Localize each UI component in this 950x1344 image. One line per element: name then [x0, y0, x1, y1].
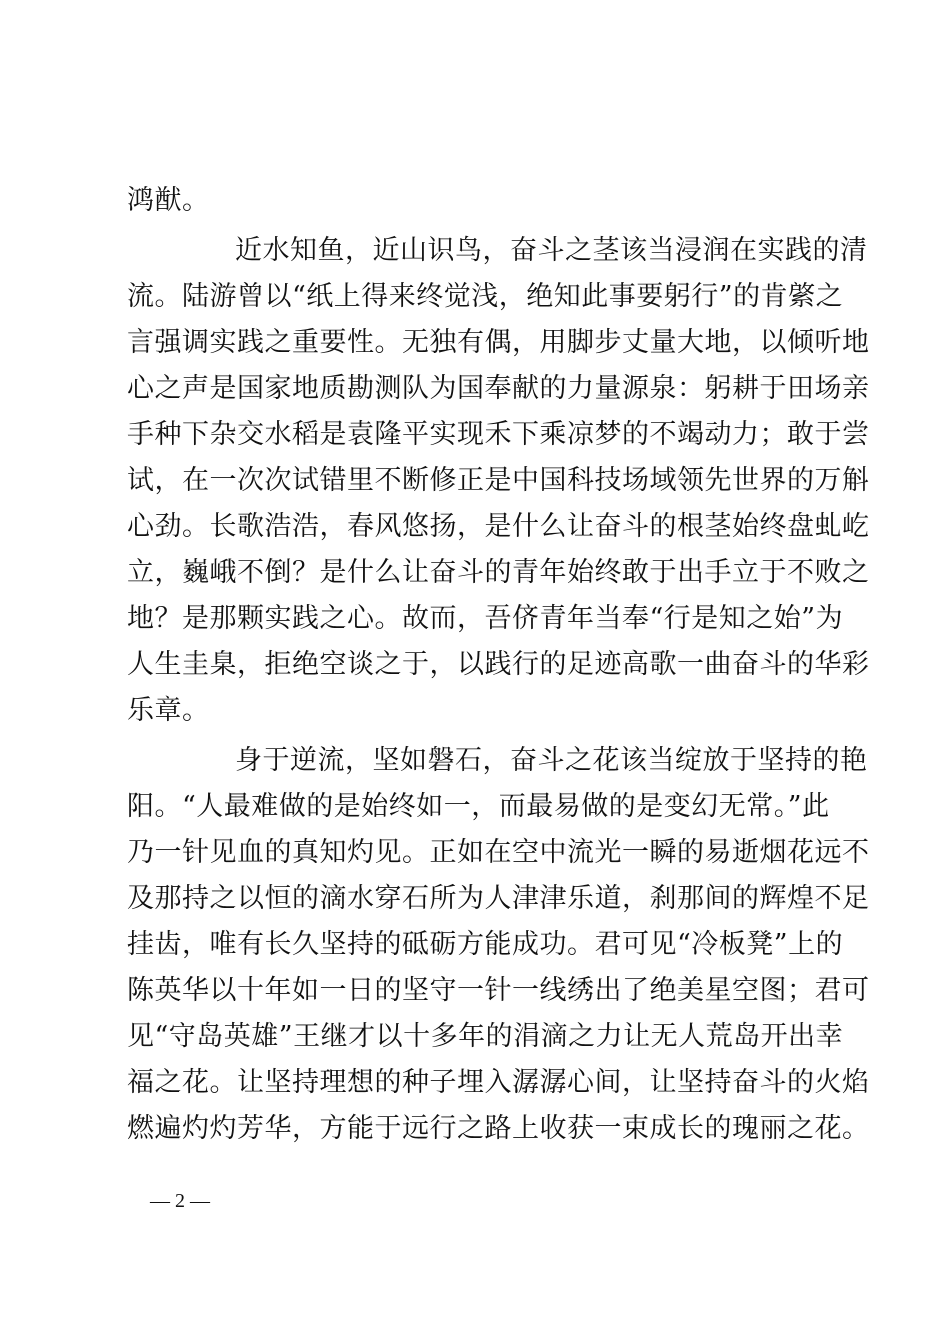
page-number: — 2 —: [150, 1190, 210, 1212]
paragraph-practice: [127, 228, 870, 734]
text-line: 身于逆流，坚如磐石，奋斗之花该当绽放于坚持的艳: [235, 745, 868, 776]
text-line: 手种下杂交水稻是袁隆平实现禾下乘凉梦的不竭动力；敢于尝: [127, 419, 870, 450]
text-line: 心劲。长歌浩浩，春风悠扬，是什么让奋斗的根茎始终盘虬屹: [127, 511, 870, 542]
text-line: 燃遍灼灼芳华，方能于远行之路上收获一束成长的瑰丽之花。: [127, 1113, 870, 1144]
paragraph-persistence: [127, 738, 870, 1152]
text-line: 人生圭臬，拒绝空谈之于，以践行的足迹高歌一曲奋斗的华彩: [127, 649, 870, 680]
text-line: 挂齿，唯有长久坚持的砥砺方能成功。君可见“冷板凳”上的: [127, 929, 844, 960]
text-line: 鸿猷。: [127, 185, 210, 216]
text-line: 言强调实践之重要性。无独有偶，用脚步丈量大地，以倾听地: [127, 327, 870, 358]
text-line: 福之花。让坚持理想的种子埋入潺潺心间，让坚持奋斗的火焰: [127, 1067, 870, 1098]
body-text: [127, 178, 870, 1152]
paragraph-continuation: [127, 178, 839, 224]
text-line: 地？是那颗实践之心。故而，吾侪青年当奉“行是知之始”为: [127, 603, 844, 634]
text-line: 立，巍峨不倒？是什么让奋斗的青年始终敢于出手立于不败之: [127, 557, 870, 588]
text-line: 及那持之以恒的滴水穿石所为人津津乐道，刹那间的辉煌不足: [127, 883, 870, 914]
text-line: 近水知鱼，近山识鸟，奋斗之茎该当浸润在实践的清: [235, 235, 868, 266]
text-line: 流。陆游曾以“纸上得来终觉浅，绝知此事要躬行”的肯綮之: [127, 281, 844, 312]
text-line: 乐章。: [127, 695, 210, 726]
text-line: 陈英华以十年如一日的坚守一针一线绣出了绝美星空图；君可: [127, 975, 870, 1006]
text-line: 阳。“人最难做的是始终如一，而最易做的是变幻无常。”此: [127, 791, 830, 822]
text-line: 试，在一次次试错里不断修正是中国科技场域领先世界的万斛: [127, 465, 870, 496]
text-line: 心之声是国家地质勘测队为国奉献的力量源泉：躬耕于田场亲: [127, 373, 870, 404]
text-line: 乃一针见血的真知灼见。正如在空中流光一瞬的易逝烟花远不: [127, 837, 870, 868]
text-line: 见“守岛英雄”王继才以十多年的涓滴之力让无人荒岛开出幸: [127, 1021, 844, 1052]
